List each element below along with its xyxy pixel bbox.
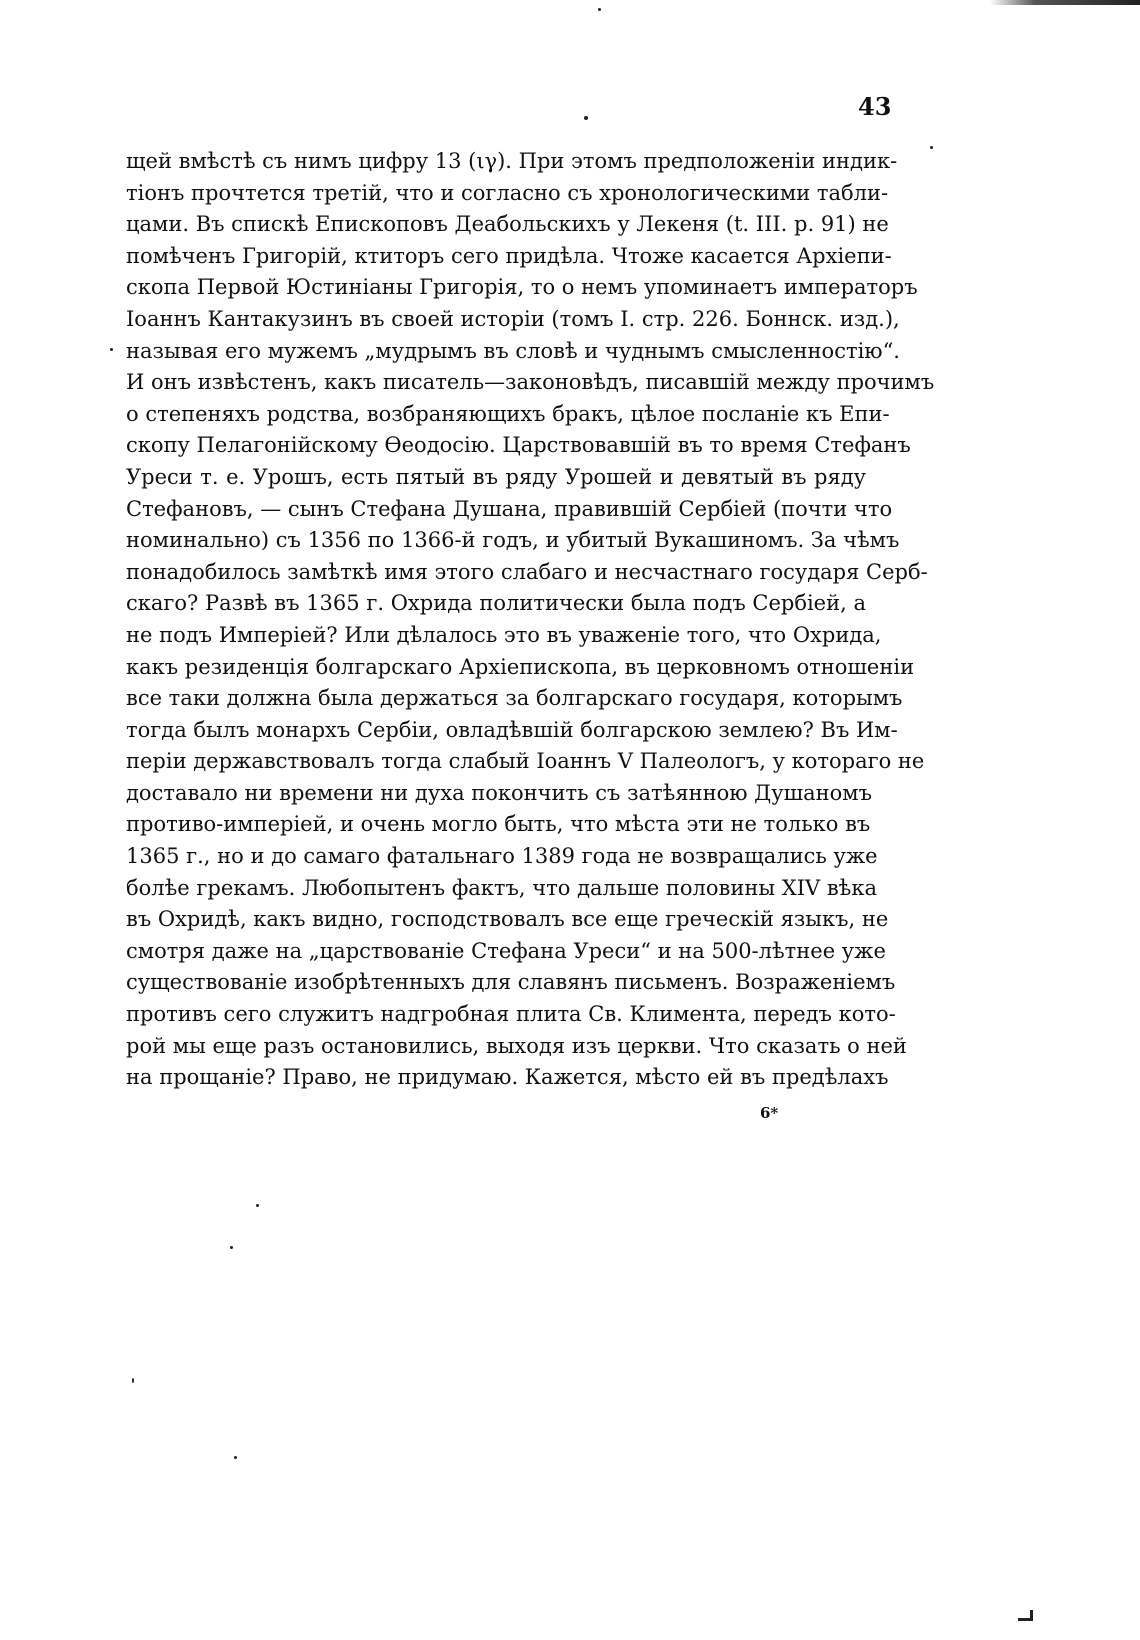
text-line: скаго? Развѣ въ 1365 г. Охрида политически была подъ Сербіей, а bbox=[126, 591, 866, 616]
text-line: смотря даже на „царствованіе Стефана Уреси“ и на 500-лѣтнее уже bbox=[126, 938, 886, 963]
text-line: періи державствовалъ тогда слабый Іоаннъ V Палеологъ, у котораго не bbox=[126, 749, 925, 774]
page-number: 43 bbox=[858, 92, 892, 121]
text-line: существованіе изобрѣтенныхъ для славянъ письменъ. Возраженіемъ bbox=[126, 970, 896, 995]
text-line: понадобилось замѣткѣ имя этого слабаго и несчастнаго государя Серб- bbox=[126, 559, 928, 584]
scan-speck bbox=[234, 1456, 237, 1459]
text-line: не подъ Имперіей? Или дѣлалось это въ уваженіе того, что Охрида, bbox=[126, 622, 882, 647]
text-line: рой мы еще разъ остановились, выходя изъ церкви. Что сказать о ней bbox=[126, 1033, 907, 1058]
text-line: помѣченъ Григорій, ктиторъ сего придѣла. Чтоже касается Архіепи- bbox=[126, 243, 892, 268]
scan-speck bbox=[256, 1204, 259, 1207]
text-line: Уреси т. е. Урошъ, есть пятый въ ряду Урошей и девятый въ ряду bbox=[126, 464, 866, 489]
scan-speck bbox=[584, 116, 588, 120]
scan-corner-mark bbox=[1018, 1610, 1033, 1621]
printer-signature: 6* bbox=[760, 1104, 779, 1122]
body-text bbox=[126, 146, 935, 1094]
text-line: цами. Въ спискѣ Епископовъ Деабольскихъ у Лекеня (t. III. p. 91) не bbox=[126, 212, 889, 237]
text-line: тіонъ прочтется третій, что и согласно съ хронологическими табли- bbox=[126, 180, 889, 205]
text-line: все таки должна была держаться за болгарскаго государя, которымъ bbox=[126, 686, 903, 711]
text-line: какъ резиденція болгарскаго Архіепископа, въ церковномъ отношеніи bbox=[126, 654, 915, 679]
scan-speck bbox=[110, 348, 113, 351]
text-line: называя его мужемъ „мудрымъ въ словѣ и чуднымъ смысленностію“. bbox=[126, 338, 900, 363]
scan-speck bbox=[598, 8, 601, 11]
text-line: болѣе грекамъ. Любопытенъ фактъ, что дальше половины XIV вѣка bbox=[126, 875, 877, 900]
scan-speck bbox=[132, 1378, 134, 1383]
text-line: скопа Первой Юстиніаны Григорія, то о немъ упоминаетъ императоръ bbox=[126, 275, 918, 300]
text-line: о степеняхъ родства, возбраняющихъ бракъ, цѣлое посланіе къ Епи- bbox=[126, 401, 890, 426]
text-line: 1365 г., но и до самаго фатальнаго 1389 года не возвращались уже bbox=[126, 844, 878, 869]
scan-edge-mark bbox=[990, 0, 1140, 5]
text-line: щей вмѣстѣ съ нимъ цифру 13 (ιγ). При этомъ предположеніи индик- bbox=[126, 149, 898, 173]
scan-speck bbox=[230, 1246, 233, 1249]
text-line: И онъ извѣстенъ, какъ писатель—законовѣдъ, писавшій между прочимъ bbox=[126, 370, 935, 395]
text-line: номинально) съ 1356 по 1366-й годъ, и убитый Вукашиномъ. За чѣмъ bbox=[126, 528, 900, 553]
scan-speck bbox=[930, 146, 933, 149]
text-line: противъ сего служитъ надгробная плита Св. Климента, передъ кото- bbox=[126, 1002, 896, 1027]
text-line: Іоаннъ Кантакузинъ въ своей исторіи (томъ I. стр. 226. Боннск. изд.), bbox=[126, 306, 900, 331]
text-line: тогда былъ монархъ Сербіи, овладѣвшій болгарскою землею? Въ Им- bbox=[126, 717, 898, 742]
text-line: доставало ни времени ни духа покончить съ затѣянною Душаномъ bbox=[126, 780, 872, 805]
text-line: Стефановъ, — сынъ Стефана Душана, правившій Сербіей (почти что bbox=[126, 496, 893, 521]
text-line: скопу Пелагонійскому Ѳеодосію. Царствовавшій въ то время Стефанъ bbox=[126, 433, 911, 458]
text-line: въ Охридѣ, какъ видно, господствовалъ все еще греческій языкъ, не bbox=[126, 907, 889, 932]
text-line: на прощаніе? Право, не придумаю. Кажется, мѣсто ей въ предѣлахъ bbox=[126, 1065, 889, 1090]
text-line: противо-имперіей, и очень могло быть, что мѣста эти не только въ bbox=[126, 812, 871, 837]
